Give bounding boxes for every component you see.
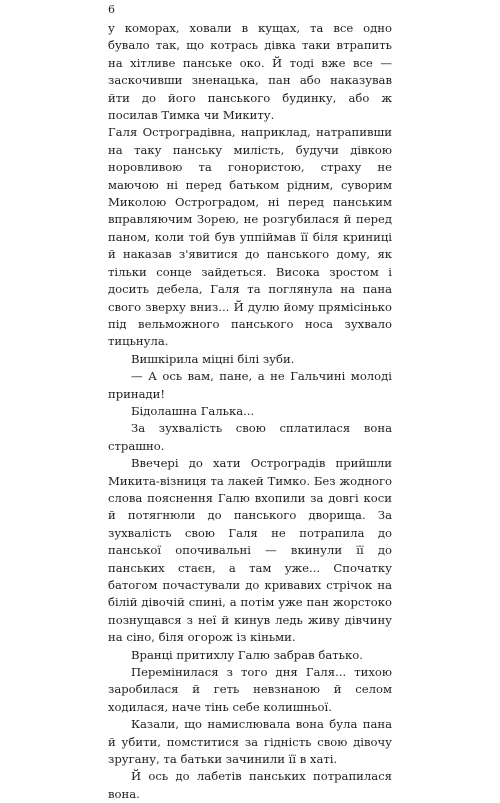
page-number: 6 bbox=[108, 3, 115, 16]
paragraph: За зухвалість свою сплатилася вона страшно. bbox=[108, 421, 392, 453]
paragraph: Вранці притихлу Галю забрав батько. bbox=[131, 647, 363, 662]
paragraph: Галя Остроградівна, наприклад, натрапивши на таку панську милість, будучи дівкою норовливою та гоноpистою, страху не маючою ні перед батьком рідним, суворим Миколою Остроградом, ні перед панським вправляючим Зорею, не розгубилася й перед паном, коли той був уппіймав її біля криниці й наказав з'явитися до панського дому, як тільки сонце зайдеться. Висока зростом і досить дебела, Галя та поглянула на пана свого зверху вниз... Й дулю йому прямісінько під вельможного панського носа зухвало тицьнула. bbox=[108, 125, 392, 349]
paragraph: Вишкірила міцні білі зуби. bbox=[131, 351, 295, 366]
paragraph: Перемінилася з того дня Галя... тихою заробилася й геть невзнаною й селом ходилася, наче тінь себе колишньої. bbox=[108, 665, 392, 714]
paragraph: Казали, що намислювала вона була пана й убити, помститися за гідність свою дівочу зругану, та батьки зачинили її в хаті. bbox=[108, 717, 392, 767]
text-column bbox=[108, 20, 392, 803]
paragraph: Бідолашна Галька... bbox=[131, 403, 255, 418]
paragraph: Й ось до лабетів панських потрапилася вона. bbox=[108, 769, 392, 801]
paragraph: — А ось вам, пане, а не Гальчині молоді принади! bbox=[108, 369, 392, 401]
paragraph: Ввечері до хати Остроградів прийшли Микита-візниця та лакей Тимко. Без жодного слова пояснення Галю вхопили за довгі коси й потягнюли до панського дворища. За зухвалість свою Галя не потрапила до панської опочивальні — вкинули її до панських стаєн, а там уже... Спочатку батогом почастували до кривавих стрічок на білій дівочій спині, а потім уже пан жорстоко познущався з неї й кинув ледь живу дівчину на сіно, біля огорож із кіньми. bbox=[108, 456, 392, 645]
paragraph: у коморах, ховали в кущах, та все одно бувало так, що котрась дівка таки втрапить на хітливе панське око. Й тоді вже все — заскочивши зненацька, пан або наказував йти до його панського будинку, або ж посилав Тимка чи Микиту. bbox=[108, 21, 392, 123]
